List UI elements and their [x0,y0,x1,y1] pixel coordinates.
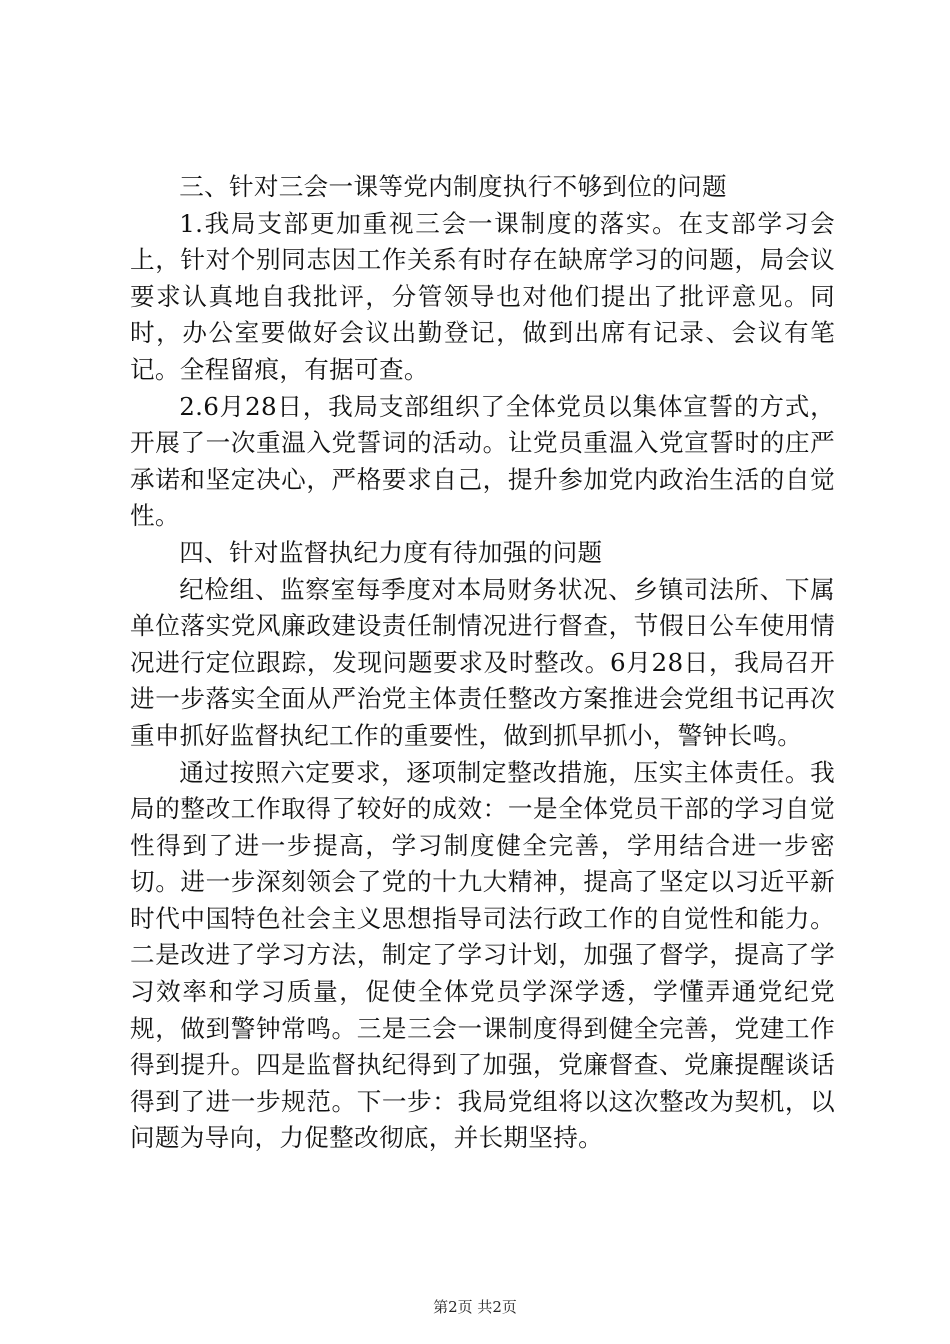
section-heading-three: 三、针对三会一课等党内制度执行不够到位的问题 [179,172,727,201]
section-heading-four: 四、针对监督执纪力度有待加强的问题 [179,537,603,567]
paragraph-item-1: 1.我局支部更加重视三会一课制度的落实。在支部学习会上，针对个别同志因工作关系有时存在缺席学习的问题，局会议要求认真地自我批评，分管领导也对他们提出了批评意见。同时，办公室要做好会议出勤登记，做到出席有记录、会议有笔记。全程留痕，有据可查。 [130,208,835,384]
document-body [130,169,835,1157]
paragraph-supervision: 纪检组、监察室每季度对本局财务状况、乡镇司法所、下属单位落实党风廉政建设责任制情况进行督查，节假日公车使用情况进行定位跟踪，发现问题要求及时整改。6月28日，我局召开进一步落实全面从严治党主体责任整改方案推进会党组书记再次重申抓好监督执纪工作的重要性，做到抓早抓小，警钟长鸣。 [130,574,835,750]
paragraph-summary: 通过按照六定要求，逐项制定整改措施，压实主体责任。我局的整改工作取得了较好的成效：一是全体党员干部的学习自觉性得到了进一步提高，学习制度健全完善，学用结合进一步密切。进一步深刻领会了党的十九大精神，提高了坚定以习近平新时代中国特色社会主义思想指导司法行政工作的自觉性和能力。二是改进了学习方法，制定了学习计划，加强了督学，提高了学习效率和学习质量，促使全体党员学深学透，学懂弄通党纪党规，做到警钟常鸣。三是三会一课制度得到健全完善，党建工作得到提升。四是监督执纪得到了加强，党廉督查、党廉提醒谈话得到了进一步规范。下一步：我局党组将以这次整改为契机，以问题为导向，力促整改彻底，并长期坚持。 [130,757,835,1153]
paragraph-item-2: 2.6月28日，我局支部组织了全体党员以集体宣誓的方式，开展了一次重温入党誓词的活动。让党员重温入党宣誓时的庄严承诺和坚定决心，严格要求自己，提升参加党内政治生活的自觉性。 [130,391,835,531]
page-number-footer: 第2页 共2页 [433,1298,517,1316]
